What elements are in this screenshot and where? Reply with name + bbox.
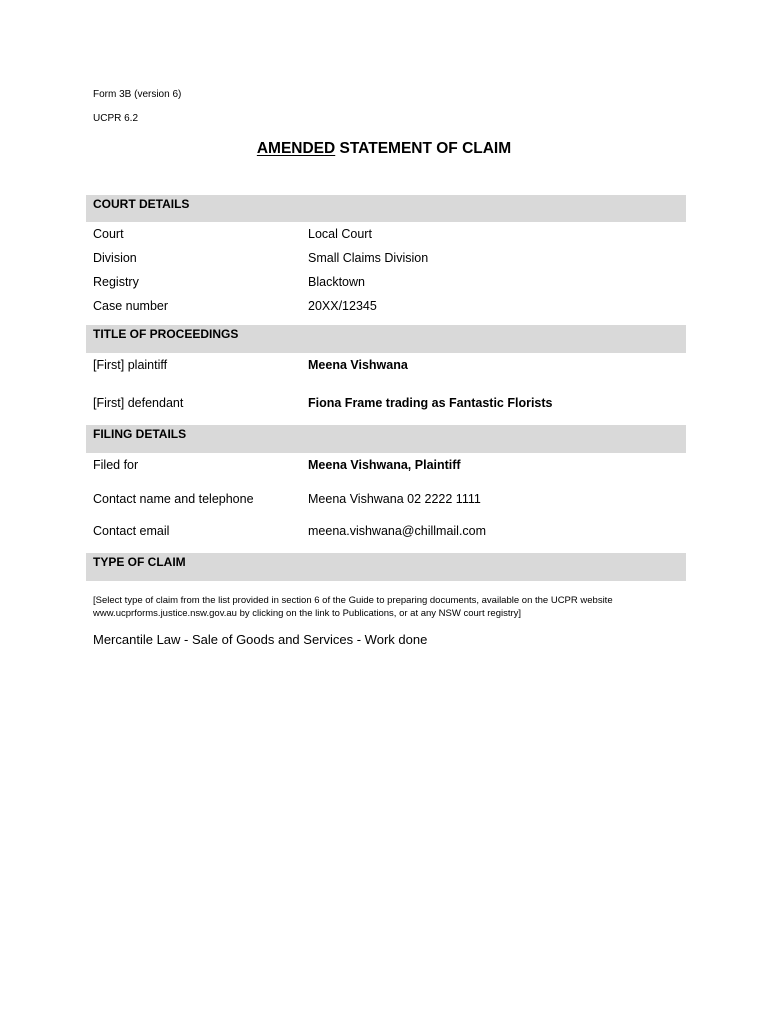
- contact-name-label: Contact name and telephone: [93, 492, 254, 506]
- contact-email-label: Contact email: [93, 524, 170, 538]
- section-type-of-claim: TYPE OF CLAIM: [86, 553, 686, 581]
- section-title-of-proceedings: TITLE OF PROCEEDINGS: [86, 325, 686, 353]
- page-title: [0, 139, 768, 159]
- case-number-label: Case number: [93, 299, 169, 313]
- court-value: Local Court: [308, 227, 372, 241]
- division-value: Small Claims Division: [308, 251, 429, 265]
- contact-name-value: Meena Vishwana 02 2222 1111: [308, 492, 481, 506]
- filed-for-value: Meena Vishwana, Plaintiff: [308, 458, 461, 472]
- registry-value: Blacktown: [308, 275, 365, 289]
- court-label: Court: [93, 227, 124, 241]
- section-filing-details: FILING DETAILS: [86, 425, 686, 453]
- defendant-value: Fiona Frame trading as Fantastic Florists: [308, 396, 553, 410]
- plaintiff-label: [First] plaintiff: [93, 358, 168, 372]
- filed-for-label: Filed for: [93, 458, 139, 472]
- division-label: Division: [93, 251, 137, 265]
- defendant-label: [First] defendant: [93, 396, 184, 410]
- plaintiff-value: Meena Vishwana: [308, 358, 408, 372]
- section-court-details: COURT DETAILS: [86, 195, 686, 222]
- contact-email-value: meena.vishwana@chillmail.com: [308, 524, 487, 538]
- registry-label: Registry: [93, 275, 139, 289]
- claim-type-value: Mercantile Law - Sale of Goods and Services - Work done: [93, 632, 428, 647]
- title-amended: AMENDED: [256, 140, 336, 157]
- form-reference: Form 3B (version 6): [93, 89, 182, 100]
- title-rest: STATEMENT OF CLAIM: [335, 140, 512, 157]
- rule-reference: UCPR 6.2: [93, 113, 139, 124]
- claim-type-instructions: [Select type of claim from the list provided in section 6 of the Guide to preparing documents, available on the UCPR website www.ucprforms.justice.nsw.gov.au by clicking on the link to Publications, or at any NSW court registry]: [93, 595, 613, 619]
- case-number-value: 20XX/12345: [308, 299, 377, 313]
